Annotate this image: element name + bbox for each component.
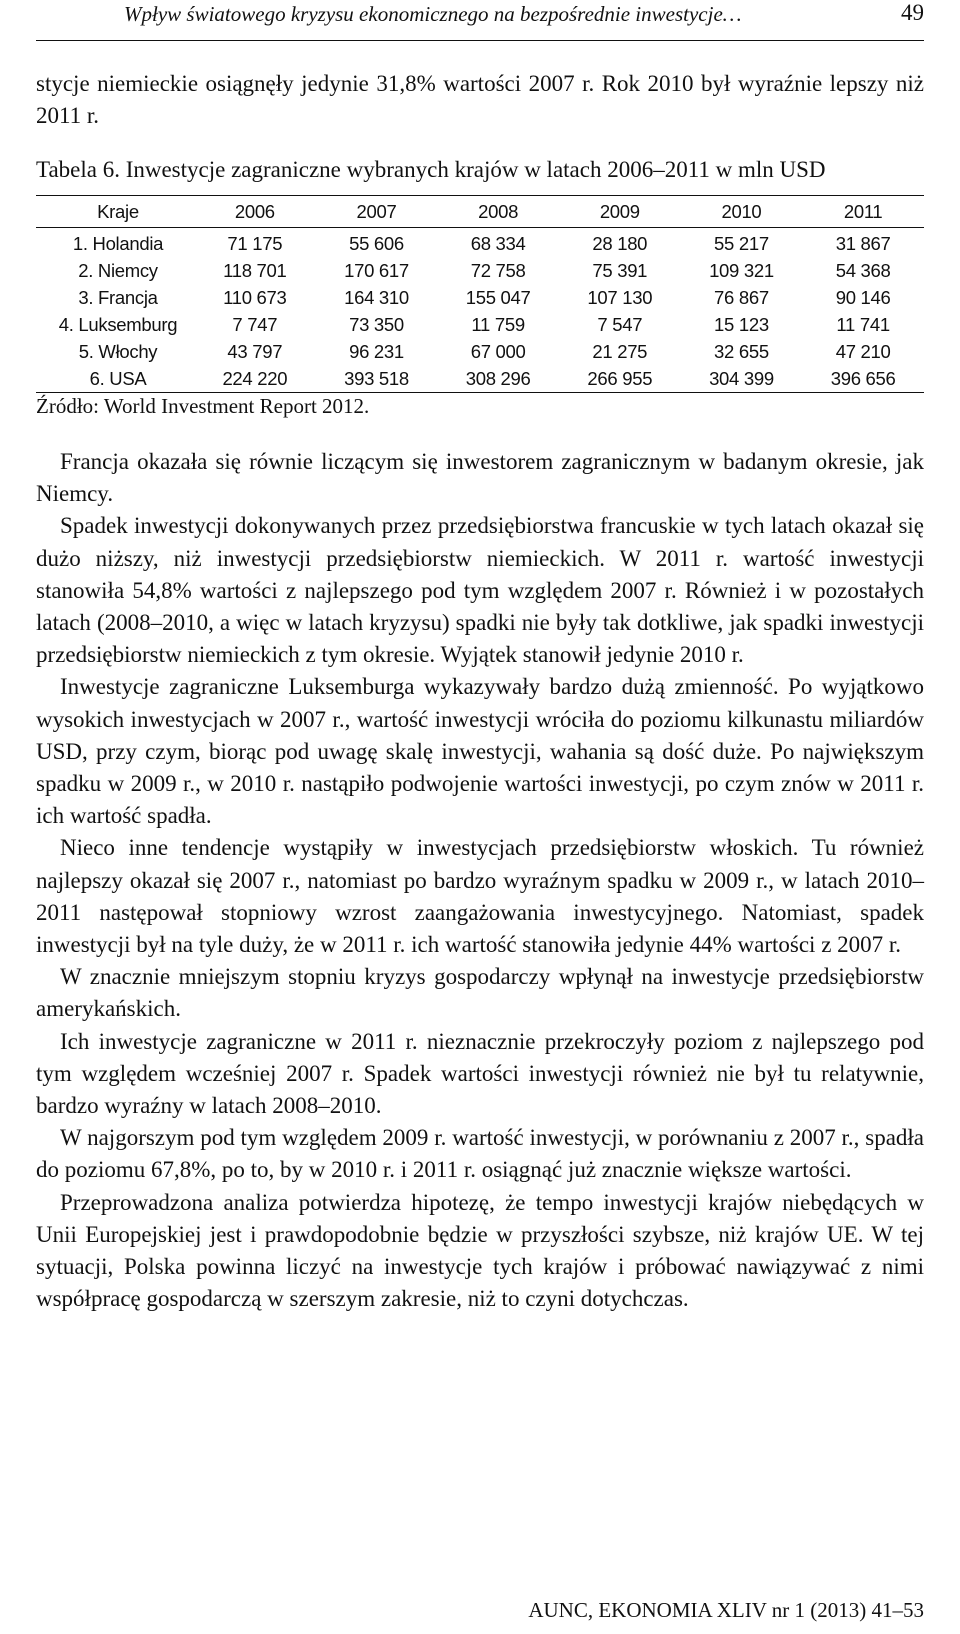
page-header xyxy=(36,0,924,41)
table-cell: 72 758 xyxy=(470,259,526,281)
table-cell: 76 867 xyxy=(714,286,769,308)
paragraph: W znacznie mniejszym stopniu kryzys gospodarczy wpłynął na inwestycje przedsiębiorstw amerykańskich. xyxy=(36,964,924,1022)
table-row xyxy=(36,338,924,365)
journal-footer: AUNC, EKONOMIA XLIV nr 1 (2013) 41–53 xyxy=(528,1598,924,1622)
table-row xyxy=(36,311,924,338)
table-cell: 224 220 xyxy=(222,367,288,389)
running-title: Wpływ światowego kryzysu ekonomicznego na bezpośrednie inwestycje… xyxy=(124,2,742,26)
table-source-note: Źródło: World Investment Report 2012. xyxy=(36,394,370,418)
table-cell: 7 547 xyxy=(597,313,643,335)
table-cell: 118 701 xyxy=(223,259,287,281)
table-cell: 155 047 xyxy=(465,286,531,308)
table-cell: 308 296 xyxy=(465,367,531,389)
paragraph: Nieco inne tendencje wystąpiły w inwestycjach przedsiębiorstw włoskich. Tu również najlepszy okazał się 2007 r., natomiast po bardzo wyraźnym spadku w 2009 r., w latach 2010–2011 następował stopniowy wzrost zaangażowania inwestycyjnego. Natomiast, spadek inwestycji był na tyle duży, że w 2011 r. ich wartość stanowiła jedynie 44% wartości z 2007 r. xyxy=(36,835,924,958)
paragraph: Inwestycje zagraniczne Luksemburga wykazywały bardzo dużą zmienność. Po wyjątkowo wysokich inwestycjach w 2007 r., wartość inwestycji wróciła do poziomu kilkunastu miliardów USD, przy czym, biorąc pod uwagę skalę inwestycji, wahania są dość duże. Po największym spadku w 2009 r., w 2010 r. nastąpiło podwojenie wartości inwestycji, po czym znów w 2011 r. ich wartość spadła. xyxy=(36,674,924,829)
table-cell: 55 217 xyxy=(714,232,769,254)
table-cell: 31 867 xyxy=(835,232,891,254)
table-cell: 1. Holandia xyxy=(72,232,164,254)
investment-table xyxy=(36,195,924,393)
table-cell: 304 399 xyxy=(709,367,774,389)
table-cell: 3. Francja xyxy=(78,286,158,308)
table-cell: 109 321 xyxy=(709,259,774,281)
table-cell: 2. Niemcy xyxy=(78,259,158,281)
table-cell: 90 146 xyxy=(835,286,891,308)
table-cell: 11 759 xyxy=(471,313,525,335)
table-cell: 47 210 xyxy=(835,340,891,362)
table-caption: Tabela 6. Inwestycje zagraniczne wybranych krajów w latach 2006–2011 w mln USD xyxy=(36,157,826,182)
table-cell: 7 747 xyxy=(232,313,278,335)
table-cell: 107 130 xyxy=(587,286,653,308)
table-cell: 67 000 xyxy=(470,340,526,362)
table-cell: 75 391 xyxy=(592,259,648,281)
table-cell: 71 175 xyxy=(227,232,283,254)
table-cell: 73 350 xyxy=(349,313,404,335)
table-cell: 54 368 xyxy=(835,259,891,281)
column-header: 2011 xyxy=(843,200,883,222)
table-cell: 15 123 xyxy=(714,313,769,335)
main-text xyxy=(36,446,924,1315)
table-header-row xyxy=(36,196,924,228)
table-cell: 96 231 xyxy=(349,340,404,362)
paragraph: W najgorszym pod tym względem 2009 r. wartość inwestycji, w porównaniu z 2007 r., spadła do poziomu 67,8%, po to, by w 2010 r. i 2011 r. osiągnąć już znacznie większe wartości. xyxy=(36,1125,924,1183)
table-cell: 68 334 xyxy=(470,232,526,254)
paragraph: Przeprowadzona analiza potwierdza hipotezę, że tempo inwestycji krajów niebędących w Unii Europejskiej jest i prawdopodobnie będzie w przyszłości szybsze, niż krajów UE. W tej sytuacji, Polska powinna liczyć na inwestycje tych krajów i próbować nawiązywać z nimi współpracę gospodarczą w szerszym zakresie, niż to czyni dotychczas. xyxy=(36,1189,924,1312)
table-row xyxy=(36,284,924,311)
table-cell: 170 617 xyxy=(344,259,409,281)
table-cell: 4. Luksemburg xyxy=(58,313,178,335)
table-cell: 396 656 xyxy=(830,367,896,389)
table-cell: 5. Włochy xyxy=(78,340,158,362)
table-row xyxy=(36,257,924,284)
table-cell: 164 310 xyxy=(344,286,409,308)
page-number: 49 xyxy=(901,0,924,25)
paragraph: Spadek inwestycji dokonywanych przez przedsiębiorstwa francuskie w tych latach okazał się dużo niższy, niż inwestycji przedsiębiorstw niemieckich. W 2011 r. wartość inwestycji stanowiła 54,8% wartości z najlepszego pod tym względem 2007 r. Również i w pozostałych latach (2008–2010, a więc w latach kryzysu) spadki nie były tak dotkliwe, jak spadki inwestycji przedsiębiorstw niemieckich z tym okresie. Wyjątek stanowił jedynie 2010 r. xyxy=(36,513,924,668)
paragraph: Ich inwestycje zagraniczne w 2011 r. nieznacznie przekroczyły poziom z najlepszego pod tym względem wcześniej 2007 r. Spadek wartości inwestycji również nie był tu relatywnie, bardzo wyraźny w latach 2008–2010. xyxy=(36,1028,924,1119)
table-cell: 266 955 xyxy=(587,367,653,389)
table-row xyxy=(36,228,924,258)
column-header: 2009 xyxy=(599,200,640,222)
column-header: 2007 xyxy=(356,200,397,222)
table-cell: 28 180 xyxy=(592,232,648,254)
column-header: 2010 xyxy=(721,200,762,222)
intro-paragraph: stycje niemieckie osiągnęły jedynie 31,8% wartości 2007 r. Rok 2010 był wyraźnie lepszy niż 2011 r. xyxy=(36,71,924,129)
column-header: Kraje xyxy=(97,200,139,222)
table-cell: 110 673 xyxy=(223,286,287,308)
table-row xyxy=(36,365,924,393)
paragraph: Francja okazała się równie liczącym się inwestorem zagranicznym w badanym okresie, jak Niemcy. xyxy=(36,449,924,507)
column-header: 2008 xyxy=(478,200,519,222)
table-cell: 43 797 xyxy=(227,340,283,362)
table-cell: 55 606 xyxy=(349,232,404,254)
table-cell: 393 518 xyxy=(344,367,409,389)
intro-paragraph-block xyxy=(36,68,924,132)
table-cell: 21 275 xyxy=(592,340,648,362)
column-header: 2006 xyxy=(234,200,275,222)
table-cell: 11 741 xyxy=(836,313,890,335)
table-cell: 32 655 xyxy=(714,340,769,362)
table-cell: 6. USA xyxy=(89,367,147,389)
